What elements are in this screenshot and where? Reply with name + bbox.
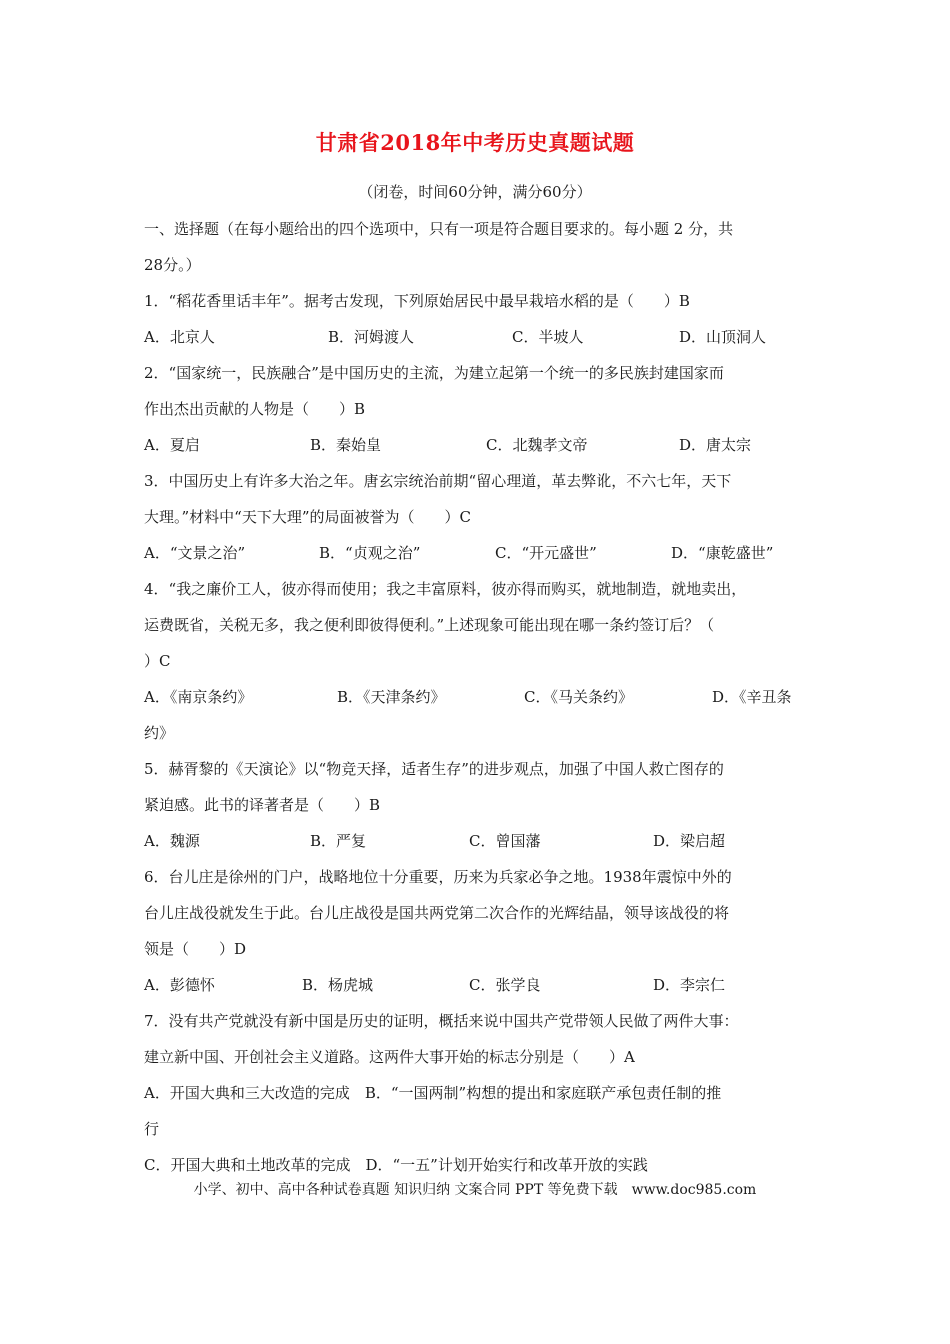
question-7-stem: 7．没有共产党就没有新中国是历史的证明，概括来说中国共产党带领人民做了两件大事： — [144, 1012, 739, 1030]
question-1-stem: 1．“稻花香里话丰年”。据考古发现，下列原始居民中最早栽培水稻的是（ ）B — [144, 292, 690, 310]
option-a: A．魏源 — [144, 832, 200, 850]
option-c: C．张学良 — [469, 976, 541, 994]
question-2-stem: 2．“国家统一，民族融合”是中国历史的主流，为建立起第一个统一的多民族封建国家而 — [144, 364, 724, 382]
question-7-options-line: 行 — [144, 1120, 160, 1138]
question-2-stem: 作出杰出贡献的人物是（ ）B — [144, 400, 366, 418]
option-d: D．《辛丑条 — [712, 688, 792, 706]
option-d: D．梁启超 — [653, 832, 726, 850]
question-6-stem: 台儿庄战役就发生于此。台儿庄战役是国共两党第二次合作的光辉结晶，领导该战役的将 — [144, 904, 730, 922]
option-b: B．“贞观之治” — [319, 544, 421, 562]
option-a: A．北京人 — [144, 328, 215, 346]
footer-note: 小学、初中、高中各种试卷真题 知识归纳 文案合同 PPT 等免费下载 www.doc985.com — [193, 1182, 757, 1198]
option-d: D．唐太宗 — [679, 436, 752, 454]
option-b: B．秦始皇 — [310, 436, 382, 454]
question-6-stem: 6．台儿庄是徐州的门户，战略地位十分重要，历来为兵家必争之地。1938年震惊中外的 — [144, 868, 732, 886]
option-d: D．“康乾盛世” — [671, 544, 774, 562]
question-4-options — [144, 679, 814, 715]
question-7-options-line: A．开国大典和三大改造的完成 B．“一国两制”构想的提出和家庭联产承包责任制的推 — [144, 1084, 722, 1102]
option-b: B．河姆渡人 — [328, 328, 415, 346]
question-5-options — [144, 823, 814, 859]
option-c: C．曾国藩 — [469, 832, 541, 850]
option-c: C．半坡人 — [512, 328, 584, 346]
option-a: A．夏启 — [144, 436, 200, 454]
option-d: D．李宗仁 — [653, 976, 726, 994]
option-a: A．“文景之治” — [144, 544, 246, 562]
option-c: C．北魏孝文帝 — [486, 436, 588, 454]
question-7-options-line: C．开国大典和土地改革的完成 D．“一五”计划开始实行和改革开放的实践 — [144, 1156, 648, 1174]
question-4-stem: ）C — [144, 652, 171, 670]
option-b: B．严复 — [310, 832, 367, 850]
section-heading-line: 一、选择题（在每小题给出的四个选项中，只有一项是符合题目要求的。每小题 2 分，共 — [144, 220, 734, 238]
question-6-options — [144, 967, 814, 1003]
question-2-options — [144, 427, 814, 463]
question-3-options — [144, 535, 814, 571]
question-6-stem: 领是（ ）D — [144, 940, 247, 958]
option-c: C．《马关条约》 — [524, 688, 633, 706]
section-heading-line: 28分。） — [144, 256, 201, 274]
question-7-stem: 建立新中国、开创社会主义道路。这两件大事开始的标志分别是（ ）A — [144, 1048, 635, 1066]
question-1-options — [144, 319, 814, 355]
option-d-wrap: 约》 — [144, 724, 175, 742]
exam-info: （闭卷，时间60分钟，满分60分） — [358, 183, 592, 201]
question-3-stem: 3．中国历史上有许多大治之年。唐玄宗统治前期“留心理道，革去弊讹，不六七年，天下 — [144, 472, 732, 490]
page-title: 甘肃省2018年中考历史真题试题 — [315, 130, 635, 155]
option-c: C．“开元盛世” — [495, 544, 597, 562]
question-5-stem: 5．赫胥黎的《天演论》以“物竞天择，适者生存”的进步观点，加强了中国人救亡图存的 — [144, 760, 724, 778]
document-body — [144, 211, 814, 1183]
question-5-stem: 紧迫感。此书的译著者是（ ）B — [144, 796, 381, 814]
option-a: A．《南京条约》 — [144, 688, 253, 706]
question-4-stem: 4．“我之廉价工人，彼亦得而使用；我之丰富原料，彼亦得而购买，就地制造，就地卖出， — [144, 580, 747, 598]
question-4-stem: 运费既省，关税无多，我之便利即彼得便利。”上述现象可能出现在哪一条约签订后？（ — [144, 616, 715, 634]
option-b: B．《天津条约》 — [337, 688, 446, 706]
option-b: B．杨虎城 — [302, 976, 374, 994]
question-3-stem: 大理。”材料中“天下大理”的局面被誉为（ ）C — [144, 508, 471, 526]
option-d: D．山顶洞人 — [679, 328, 767, 346]
option-a: A．彭德怀 — [144, 976, 215, 994]
